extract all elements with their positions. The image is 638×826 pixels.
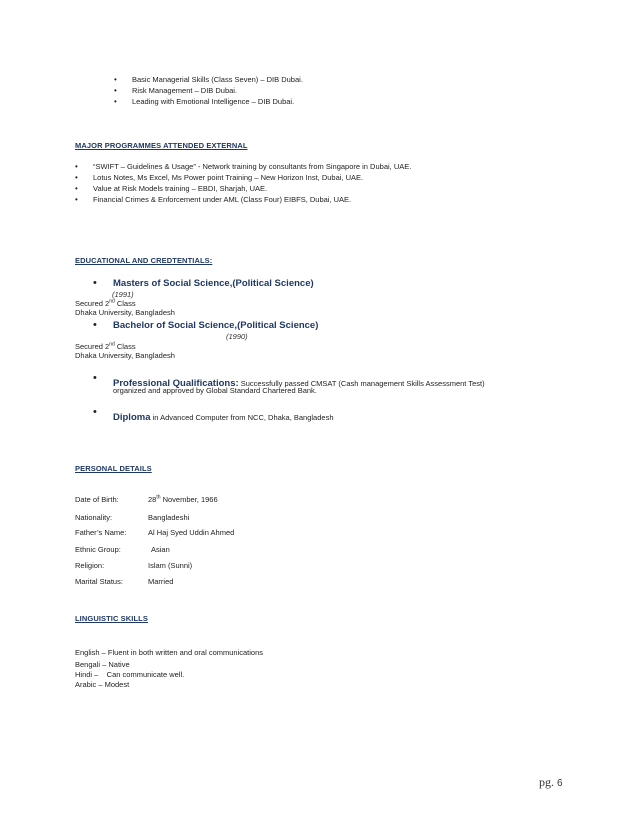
bullet: • — [93, 319, 97, 331]
list-item-text: Value at Risk Models training – EBDI, Sharjah, UAE. — [93, 184, 268, 193]
bullet: • — [114, 75, 117, 84]
bachelor-university: Dhaka University, Bangladesh — [75, 351, 175, 360]
list-item-text: Basic Managerial Skills (Class Seven) – DIB Dubai. — [132, 75, 303, 84]
list-item — [114, 75, 514, 86]
list-item-text: Financial Crimes & Enforcement under AML (Class Four) EIBFS, Dubai, UAE. — [93, 195, 352, 204]
professional-qualifications: Professional Qualifications: Successfully passed CMSAT (Cash management Skills Assessment Test) — [113, 378, 485, 389]
personal-details-table: Date of Birth: 28th November, 1966 Nationality: Bangladeshi Father’s Name: Al Haj Syed Uddin Ahmed Ethnic Group: Asian Religion: Islam (Sunni) Marital Status: Married — [75, 494, 235, 586]
list-item: Hindi – Can communicate well. — [75, 670, 185, 679]
professional-text-line2: organized and approved by Global Standard Chartered Bank. — [113, 386, 317, 395]
diploma-title: Diploma — [113, 412, 151, 423]
bachelor-year: (1990) — [226, 332, 248, 341]
masters-secured: Secured 2nd Class — [75, 298, 136, 308]
list-item — [114, 97, 514, 108]
bullet: • — [114, 97, 117, 106]
masters-university: Dhaka University, Bangladesh — [75, 308, 175, 317]
masters-title: Masters of Social Science,(Political Science) — [113, 278, 314, 289]
list-item — [75, 195, 575, 206]
list-item: Bengali – Native — [75, 660, 130, 669]
bullet: • — [93, 372, 97, 384]
bullet: • — [93, 277, 97, 289]
list-item-text: “SWIFT – Guidelines & Usage” - Network training by consultants from Singapore in Dubai, UAE. — [93, 162, 412, 171]
masters-year: (1991) — [112, 290, 134, 299]
bachelor-title: Bachelor of Social Science,(Political Science) — [113, 320, 319, 331]
diploma: Diploma in Advanced Computer from NCC, Dhaka, Bangladesh — [113, 412, 334, 423]
education-heading: EDUCATIONAL AND CREDTENTIALS: — [75, 256, 213, 265]
bullet: • — [75, 173, 78, 182]
personal-heading: PERSONAL DETAILS — [75, 464, 152, 473]
linguistic-list — [75, 648, 475, 690]
list-item — [75, 162, 575, 173]
page-number: pg. 6 — [539, 775, 563, 789]
list-item: English – Fluent in both written and oral communications — [75, 648, 264, 657]
bullet: • — [75, 162, 78, 171]
linguistic-heading: LINGUISTIC SKILLS — [75, 614, 148, 623]
bullet: • — [93, 406, 97, 418]
bullet: • — [75, 184, 78, 193]
bullet: • — [75, 195, 78, 204]
list-item — [75, 173, 575, 184]
internal-programmes-list — [114, 75, 514, 108]
list-item: Arabic – Modest — [75, 680, 130, 689]
list-item — [75, 184, 575, 195]
bachelor-secured: Secured 2nd Class — [75, 341, 136, 351]
list-item-text: Leading with Emotional Intelligence – DIB Dubai. — [132, 97, 295, 106]
list-item — [114, 86, 514, 97]
list-item-text: Lotus Notes, Ms Excel, Ms Power point Training – New Horizon Inst, Dubai, UAE. — [93, 173, 364, 182]
bullet: • — [114, 86, 117, 95]
list-item-text: Risk Management – DIB Dubai. — [132, 86, 238, 95]
professional-title: Professional Qualifications: — [113, 378, 239, 389]
external-heading: MAJOR PROGRAMMES ATTENDED EXTERNAL — [75, 141, 248, 150]
external-programmes-list — [75, 162, 575, 206]
